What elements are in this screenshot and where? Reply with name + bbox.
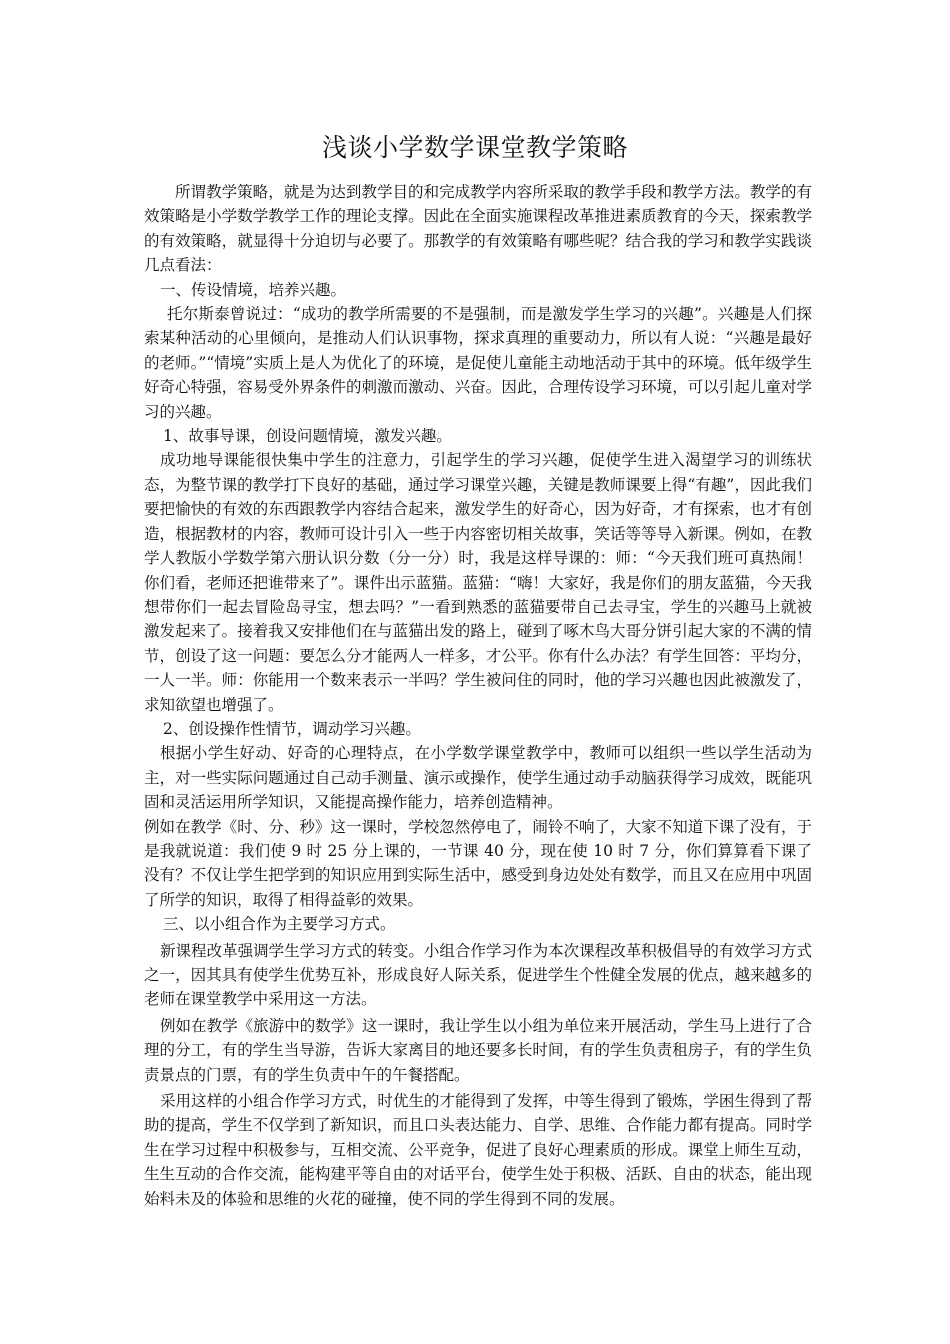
paragraph-group-learning: 新课程改革强调学生学习方式的转变。小组合作学习作为本次课程改革积极倡导的有效学习方式之一，因其具有使学生优势互补，形成良好人际关系，促进学生个性健全发展的优点，越来越多的老师在课堂教学中采用这一方法。 [144,941,812,1009]
paragraph-travel-example: 例如在教学《旅游中的数学》这一课时，我让学生以小组为单位来开展活动，学生马上进行了合理的分工，有的学生当导游，告诉大家离目的地还要多长时间，有的学生负责租房子，有的学生负责景点的门票，有的学生负责中午的午餐搭配。 [144,1016,812,1084]
document-title: 浅谈小学数学课堂教学策略 [321,133,628,162]
paragraph-intro: 所谓教学策略，就是为达到教学目的和完成教学内容所采取的教学手段和教学方法。教学的有效策略是小学数学教学工作的理论支撑。因此在全面实施课程改革推进素质教育的今天，探索教学的有效策略，就显得十分迫切与必要了。那教学的有效策略有哪些呢？结合我的学习和教学实践谈几点看法： [144,183,812,275]
paragraph-operation: 根据小学生好动、好奇的心理特点，在小学数学课堂教学中，教师可以组织一些以学生活动为主，对一些实际问题通过自己动手测量、演示或操作，使学生通过动手动脑获得学习成效，既能巩固和灵活运用所学知识，又能提高操作能力，培养创造精神。 [144,744,812,812]
document-body [144,180,812,1211]
paragraph-story-intro: 成功地导课能很快集中学生的注意力，引起学生的学习兴趣，促使学生进入渴望学习的训练状态，为整节课的教学打下良好的基础，通过学习课堂兴趣，关键是教师课要上得“有趣”，因此我们要把愉快的有效的东西跟教学内容结合起来，激发学生的好奇心，因为好奇，才有探索，也才有创造，根据教材的内容，教师可设计引入一些于内容密切相关故事，笑话等等导入新课。例如，在教学人教版小学数学第六册认识分数（分一分）时，我是这样导课的：师：“今天我们班可真热闹！你们看，老师还把谁带来了”。课件出示蓝猫。蓝猫：“嗨！大家好，我是你们的朋友蓝猫，今天我想带你们一起去冒险岛寻宝，想去吗？”一看到熟悉的蓝猫要带自己去寻宝，学生的兴趣马上就被激发起来了。接着我又安排他们在与蓝猫出发的路上，碰到了啄木鸟大哥分饼引起大家的不满的情节，创设了这一问题：要怎么分才能两人一样多，才公平。你有什么办法？有学生回答：平均分，一人一半。师：你能用一个数来表示一半吗？学生被问住的同时，他的学习兴趣也因此被激发了，求知欲望也增强了。 [144,451,812,714]
paragraph-conclusion: 采用这样的小组合作学习方式，时优生的才能得到了发挥，中等生得到了锻炼，学困生得到了帮助的提高，学生不仅学到了新知识，而且口头表达能力、自学、思维、合作能力都有提高。同时学生在学习过程中积极参与，互相交流、公平竞争，促进了良好心理素质的形成。课堂上师生互动，生生互动的合作交流，能构建平等自由的对话平台，使学生处于积极、活跃、自由的状态，能出现始料未及的体验和思维的火花的碰撞，使不同的学生得到不同的发展。 [144,1092,812,1208]
section-heading-1: 一、传设情境，培养兴趣。 [160,280,347,299]
subsection-heading-1: 1、故事导课，创设问题情境，激发兴趣。 [163,427,452,446]
subsection-heading-2: 2、创设操作性情节，调动学习兴趣。 [163,719,421,738]
section-heading-3: 三、以小组合作为主要学习方式。 [163,915,396,934]
paragraph-time-example: 例如在教学《时、分、秒》这一课时，学校忽然停电了，闹铃不响了，大家不知道下课了没有，于是我就说道：我们使 9 时 25 分上课的，一节课 40 分，现在使 10 时 7 分，你们算算看下课了没有？不仅让学生把学到的知识应用到实际生活中，感受到身边处处有数学，而且又在应用中巩固了所学的知识，取得了相得益彰的效果。 [144,817,812,909]
paragraph-tolstoy: 托尔斯泰曾说过：“成功的教学所需要的不是强制，而是激发学生学习的兴趣”。兴趣是人们探索某种活动的心里倾向，是推动人们认识事物，探求真理的重要动力，所以有人说：“兴趣是最好的老师。”“情境”实质上是人为优化了的环境，是促使儿童能主动地活动于其中的环境。低年级学生好奇心特强，容易受外界条件的刺激而激动、兴奋。因此，合理传设学习环境，可以引起儿童对学习的兴趣。 [144,305,812,421]
